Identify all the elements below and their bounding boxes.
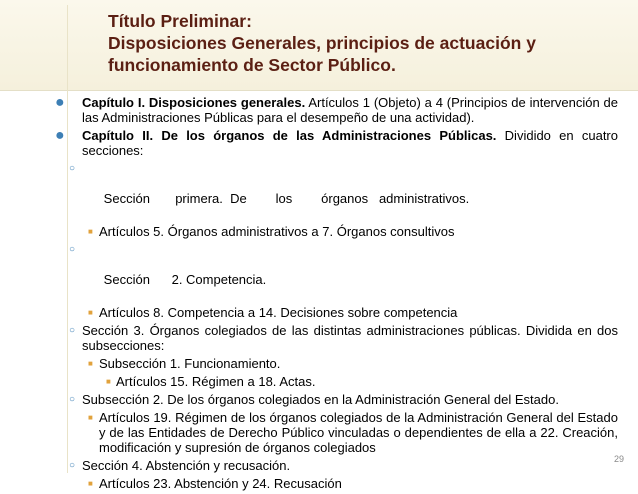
section-2-articles-text: Artículos 8. Competencia a 14. Decisiones sobre competencia <box>99 305 458 320</box>
hollow-bullet-icon: ○ <box>69 163 76 174</box>
square-bullet-icon: ■ <box>88 413 93 422</box>
chapter-2-item <box>55 127 618 158</box>
page-number: 29 <box>613 454 624 464</box>
section-1-text: Sección primera. De los órganos administrativos. <box>103 191 470 206</box>
hollow-bullet-icon: ○ <box>69 394 76 405</box>
square-bullet-icon: ■ <box>88 308 93 317</box>
chapter-2-text: Dividido en cuatro secciones: <box>82 128 618 158</box>
section-4-articles <box>64 476 618 491</box>
subsection-1-articles-text: Artículos 15. Régimen a 18. Actas. <box>116 374 316 389</box>
bullet-icon: ● <box>55 94 65 111</box>
section-2-item <box>64 242 618 302</box>
subsection-2-text: Subsección 2. De los órganos colegiados en la Administración General del Estado. <box>82 392 559 407</box>
subsection-1-item <box>64 356 618 371</box>
hollow-bullet-icon: ○ <box>69 244 76 255</box>
hollow-bullet-icon: ○ <box>69 460 76 471</box>
chapter-2-title: Capítulo II. De los órganos de las Administraciones Públicas. <box>82 128 497 143</box>
section-2-articles <box>64 305 618 320</box>
section-1-articles-text: Artículos 5. Órganos administrativos a 7. Órganos consultivos <box>99 224 455 239</box>
bullet-icon: ● <box>55 127 65 144</box>
subsection-2-articles <box>64 410 618 455</box>
square-bullet-icon: ■ <box>88 227 93 236</box>
title-line-3: funcionamiento de Sector Público. <box>108 55 396 75</box>
section-3-item <box>64 323 618 353</box>
chapter-1-text: Artículos 1 (Objeto) a 4 (Principios de intervención de las Administraciones Públicas para el desempeño de una actividad). <box>82 95 618 125</box>
square-bullet-icon: ■ <box>88 359 93 368</box>
subsection-2-articles-text: Artículos 19. Régimen de los órganos colegiados de la Administración General del Estado y de las Entidades de Derecho Público vinculadas o dependientes de ella a 22. Creación, modificación y supresión de órganos colegiados <box>99 410 618 455</box>
slide-content <box>55 94 618 494</box>
subsection-2-item <box>64 392 618 407</box>
slide-title <box>108 10 628 76</box>
chapter-1-title: Capítulo I. Disposiciones generales. <box>82 95 306 110</box>
chapter-1-item <box>55 94 618 125</box>
title-line-2: Disposiciones Generales, principios de actuación y <box>108 33 536 53</box>
section-4-text: Sección 4. Abstención y recusación. <box>82 458 291 473</box>
section-1-articles <box>64 224 618 239</box>
section-1-item <box>64 161 618 221</box>
section-2-text: Sección 2. Competencia. <box>103 272 267 287</box>
section-4-articles-text: Artículos 23. Abstención y 24. Recusación <box>99 476 342 491</box>
subsection-1-text: Subsección 1. Funcionamiento. <box>99 356 281 371</box>
section-3-text: Sección 3. Órganos colegiados de las distintas administraciones públicas. Dividida en dos subsecciones: <box>82 323 618 353</box>
title-line-1: Título Preliminar: <box>108 11 252 31</box>
subsection-1-articles <box>64 374 618 389</box>
square-bullet-icon: ■ <box>88 479 93 488</box>
square-bullet-icon: ■ <box>106 377 111 386</box>
section-4-item <box>64 458 618 473</box>
hollow-bullet-icon: ○ <box>69 325 76 336</box>
